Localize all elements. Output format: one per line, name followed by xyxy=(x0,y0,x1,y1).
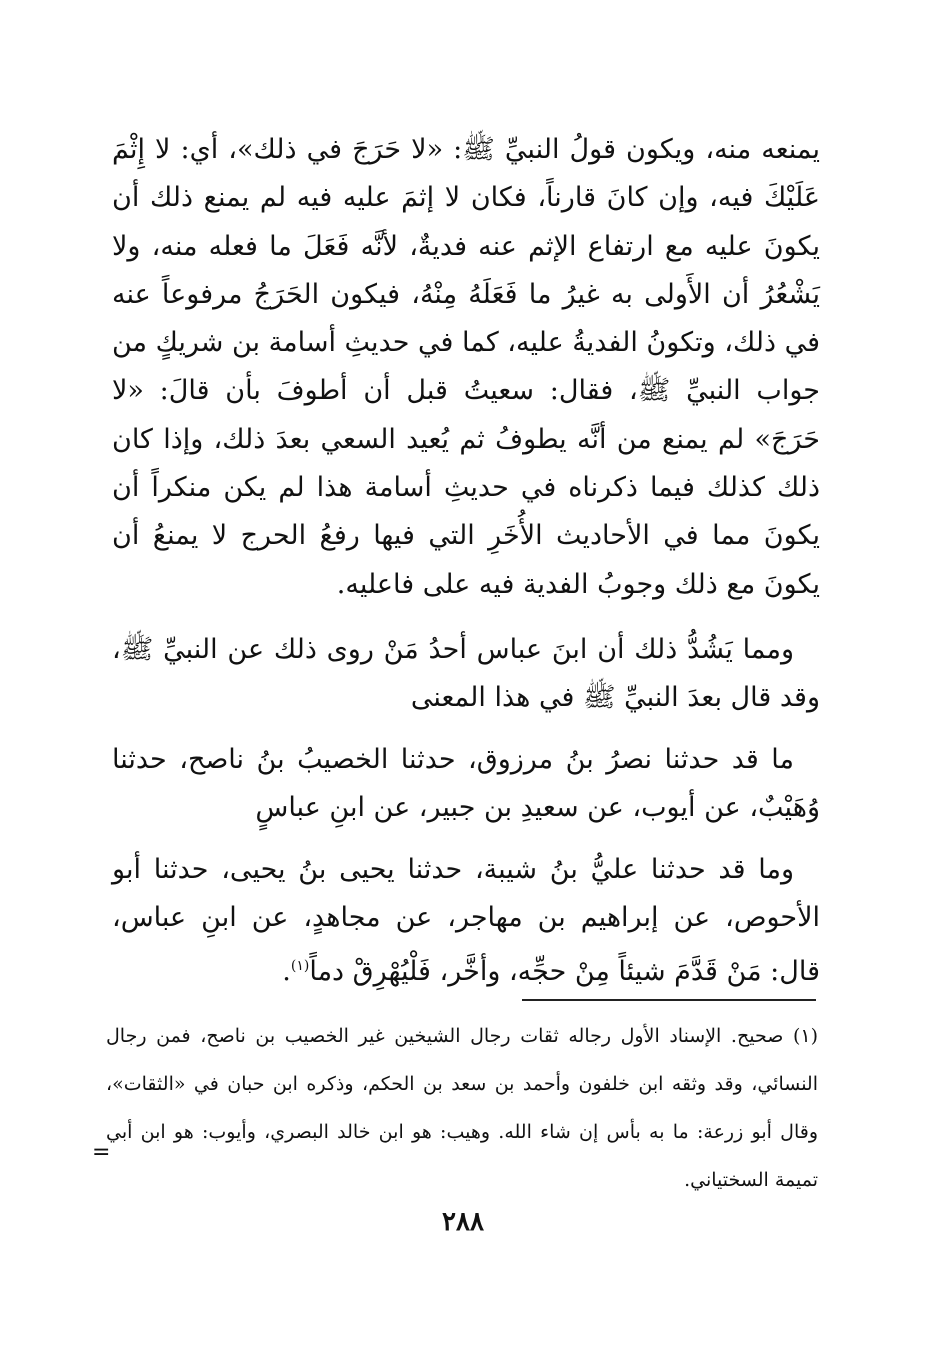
footnote-reference[interactable]: (١) xyxy=(290,958,310,974)
continuation-mark: = xyxy=(92,1140,111,1165)
main-paragraph-1 xyxy=(112,126,820,609)
paragraph-text: ومما يَشُدُّ ذلك أن ابنَ عباس أحدُ مَنْ روى ذلك عن النبيِّ ﷺ، وقد قال بعدَ النبيِّ ﷺ في هذا المعنى xyxy=(112,634,820,713)
page-number: ٢٨٨ xyxy=(442,1207,484,1237)
paragraph-text: ما قد حدثنا نصرُ بنُ مرزوق، حدثنا الخصيبُ بنُ ناصح، حدثنا وُهَيْبٌ، عن أيوب، عن سعيدِ بن جبير، عن ابنِ عباسٍ xyxy=(112,744,820,823)
main-paragraph-2 xyxy=(112,626,820,722)
final-period: . xyxy=(282,956,291,987)
footnote-text: (١) صحيح. الإسناد الأول رجاله ثقات رجال الشيخين غير الخصيب بن ناصح، فمن رجال النسائي، وقد وثقه ابن خلفون وأحمد بن سعد بن الحكم، وذكره ابن حبان في «الثقات»، وقال أبو زرعة: ما به بأس إن شاء الله. وهيب: هو ابن خالد البصري، وأيوب: هو ابن أبي تميمة السختياني. xyxy=(106,1025,818,1191)
footnote-divider xyxy=(522,999,816,1001)
main-paragraph-4 xyxy=(112,846,820,996)
main-paragraph-3 xyxy=(112,736,820,832)
paragraph-text-wrapper xyxy=(112,846,820,996)
paragraph-text: وما قد حدثنا عليُّ بنُ شيبة، حدثنا يحيى بنُ يحيى، حدثنا أبو الأحوص، عن إبراهيم بن مهاجر، عن مجاهدٍ، عن ابنِ عباس، قال: مَنْ قَدَّمَ شيئاً مِنْ حجِّه، وأخَّر، فَلْيُهْرِقْ دماً xyxy=(112,854,820,987)
paragraph-text: يمنعه منه، ويكون قولُ النبيِّ ﷺ: «لا حَرَجَ في ذلك»، أي: لا إِثْمَ عَلَيْكَ فيه، وإن كانَ قارناً، فكان لا إثمَ عليه فيه لم يمنع ذلك أن يكونَ عليه مع ارتفاع الإثم عنه فديةٌ، لأنَّه فَعَلَ ما فعله منه، ولا يَشْعُرُ أن الأَولى به غيرُ ما فَعَلَهُ مِنْهُ، فيكون الحَرَجُ مرفوعاً عنه في ذلك، وتكونُ الفديةُ عليه، كما في حديثِ أسامة بن شريكٍ من جواب النبيِّ ﷺ، فقال: سعيتُ قبل أن أطوفَ بأن قالَ: «لا حَرَجَ» لم يمنع من أنَّه يطوفُ ثم يُعيد السعي بعدَ ذلك، وإذا كان ذلك كذلك فيما ذكرناه في حديثِ أسامة هذا لم يكن منكراً أن يكونَ مما في الأحاديث الأُخَرِ التي فيها رفعُ الحرج لا يمنعُ أن يكونَ مع ذلك وجوبُ الفدية فيه على فاعليه. xyxy=(112,134,820,600)
